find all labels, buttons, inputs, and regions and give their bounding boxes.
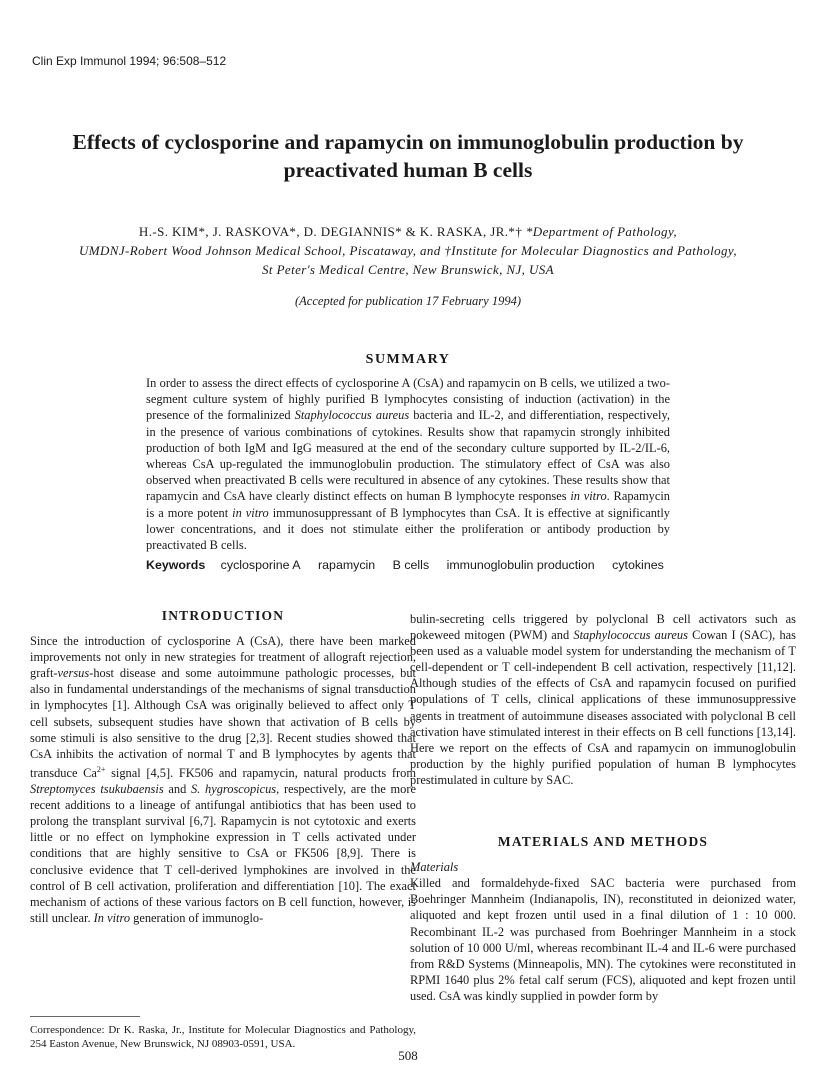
summary-text-italic: Staphylococcus aureus — [294, 408, 410, 423]
summary-text: bacteria and IL-2, and differentiation, respectively, in the presence of various combinations of cytokines. Results show that rapamycin strongly inhibited production of both IgM and IgG measured at the end of the secondary culture supported by IL-2/IL-6, whereas CsA up-regulated the immunoglobulin production. The stimulatory effect of CsA was also observed when preactivated B cells were recultured in absence of any cytokines. These results show that rapamycin and CsA have clearly distinct effects on human B lymphocyte responses — [146, 408, 670, 504]
keyword: rapamycin — [318, 558, 376, 572]
introduction-continuation — [410, 611, 796, 788]
intro-text: and — [163, 782, 191, 797]
correspondence-footnote: Correspondence: Dr K. Raska, Jr., Institute for Molecular Diagnostics and Pathology, 254 Easton Avenue, New Brunswick, NJ 08903-0591, USA. — [30, 1024, 416, 1050]
keywords-label: Keywords — [146, 558, 206, 572]
affiliation-line-3: St Peter's Medical Centre, New Brunswick, NJ, USA — [262, 262, 554, 277]
introduction-paragraph — [30, 633, 416, 926]
summary-text: In order to assess the direct effects of cyclosporine A (CsA) and rapamycin on B cells, we utilized a two-segment culture system of highly purified B lymphocytes consisting of induction (activation) in the presence of the formalinized — [146, 376, 670, 423]
page-number: 508 — [398, 1048, 418, 1063]
methods-heading: MATERIALS AND METHODS — [497, 834, 709, 850]
footnote-divider — [30, 1016, 140, 1017]
summary-text-italic: in vitro — [570, 489, 607, 504]
keyword: cytokines — [612, 558, 664, 572]
intro-text-italic: Staphylococcus aureus — [573, 628, 688, 643]
keyword: immunoglobulin production — [446, 558, 595, 572]
intro-text-italic: In vitro — [93, 910, 131, 925]
intro-text: , respectively, are the more recent additions to a lineage of antifungal antibiotics that has been used to prolong the transplant survival [6,7]. Rapamycin is not cytotoxic and exerts little or no effect on lymphokine expression in T cells activated under conditions that are highly sensitive to CsA or FK506 [8,9]. There is conclusive evidence that T cell-derived lymphokines are involved in the control of B cell activation, proliferation and differentiation [10]. The exact mechanism of actions of these various factors on B cell function, however, is still unclear. — [30, 782, 416, 925]
affiliation-line-1: *Department of Pathology, — [525, 224, 678, 239]
right-column — [410, 611, 796, 1004]
intro-text: generation of immunoglo- — [130, 910, 264, 925]
intro-text: Cowan I (SAC), has been used as a valuable model system for understanding the mechanism of T cell-dependent or T cell-independent B cell activation, respectively [11,12]. Although studies of the effects of CsA and rapamycin focused on purified populations of T cells, clinical applications of these immunosuppressive agents in treatment of autoimmune diseases associated with polyclonal B cell activation have stimulated interest in their effects on B cell functions [13,14]. Here we report on the effects of CsA and rapamycin on immunoglobulin production by the highly purified population of human B lymphocytes prestimulated in culture by SAC. — [410, 628, 796, 787]
affiliation-line-2: UMDNJ-Robert Wood Johnson Medical School, Piscataway, and †Institute for Molecular Diagnostics and Pathology, — [78, 243, 738, 258]
keywords-line — [146, 558, 686, 572]
summary-text: . Rapamycin is a more potent — [146, 489, 670, 520]
keyword: B cells — [392, 558, 430, 572]
intro-text: Since the introduction of cyclosporine A (CsA), there have been marked improvements not only in new strategies for treatment of allograft rejection, graft- — [30, 634, 416, 681]
left-column — [30, 608, 416, 926]
summary-text-italic: in vitro — [232, 505, 269, 520]
journal-reference: Clin Exp Immunol 1994; 96:508–512 — [32, 54, 227, 68]
intro-text: signal [4,5]. FK506 and rapamycin, natural products from — [105, 765, 416, 780]
keyword: cyclosporine A — [220, 558, 301, 572]
intro-text: -host disease and some autoimmune pathologic processes, but also in fundamental understandings of the mechanisms of signal transduction in lymphocytes [1]. Although CsA was originally believed to affect only T cell subsets, subsequent studies have shown that activation of B cells by some stimuli is also sensitive to the drug [2,3]. Recent studies showed that CsA inhibits the activation of normal T and B lymphocytes by agents that transduce Ca — [30, 666, 416, 780]
summary-paragraph — [146, 375, 670, 553]
summary-heading: SUMMARY — [365, 352, 451, 367]
section-gap — [410, 788, 796, 834]
article-title: Effects of cyclosporine and rapamycin on immunoglobulin production by preactivated human B cells — [72, 130, 744, 182]
intro-text-italic: S. hygroscopicus — [191, 782, 277, 797]
intro-text-italic: versus — [57, 666, 90, 681]
author-list: H.-S. KIM*, J. RASKOVA*, D. DEGIANNIS* & K. RASKA, JR.*† — [138, 224, 526, 239]
introduction-heading: INTRODUCTION — [161, 608, 285, 623]
materials-paragraph: Killed and formaldehyde-fixed SAC bacteria were purchased from Boehringer Mannheim (Indianapolis, IN), reconstituted in deionized water, aliquoted and kept frozen until used in a final dilution of 1 : 10 000. Recombinant IL-2 was purchased from Boehringer Mannheim in a stock solution of 10 000 U/ml, whereas recombinant IL-4 and IL-6 were purchased from R&D Systems (Minneapolis, MN). The cytokines were reconstituted in RPMI 1640 plus 2% fetal calf serum (FCS), aliquoted and kept frozen until used. CsA was kindly supplied in powder form by — [410, 876, 796, 1003]
intro-text-italic: Streptomyces tsukubaensis — [30, 782, 164, 797]
materials-subheading: Materials — [410, 860, 459, 875]
intro-superscript: 2+ — [96, 764, 106, 774]
accepted-note: (Accepted for publication 17 February 1994) — [295, 294, 521, 308]
summary-text: immunosuppressant of B lymphocytes than CsA. It is effective at significantly lower concentrations, and it does not stimulate either the proliferation or antibody production by preactivated B cells. — [146, 505, 670, 553]
author-block — [60, 222, 756, 279]
intro-text: bulin-secreting cells triggered by polyclonal B cell activators such as pokeweed mitogen (PWM) and — [410, 612, 796, 643]
